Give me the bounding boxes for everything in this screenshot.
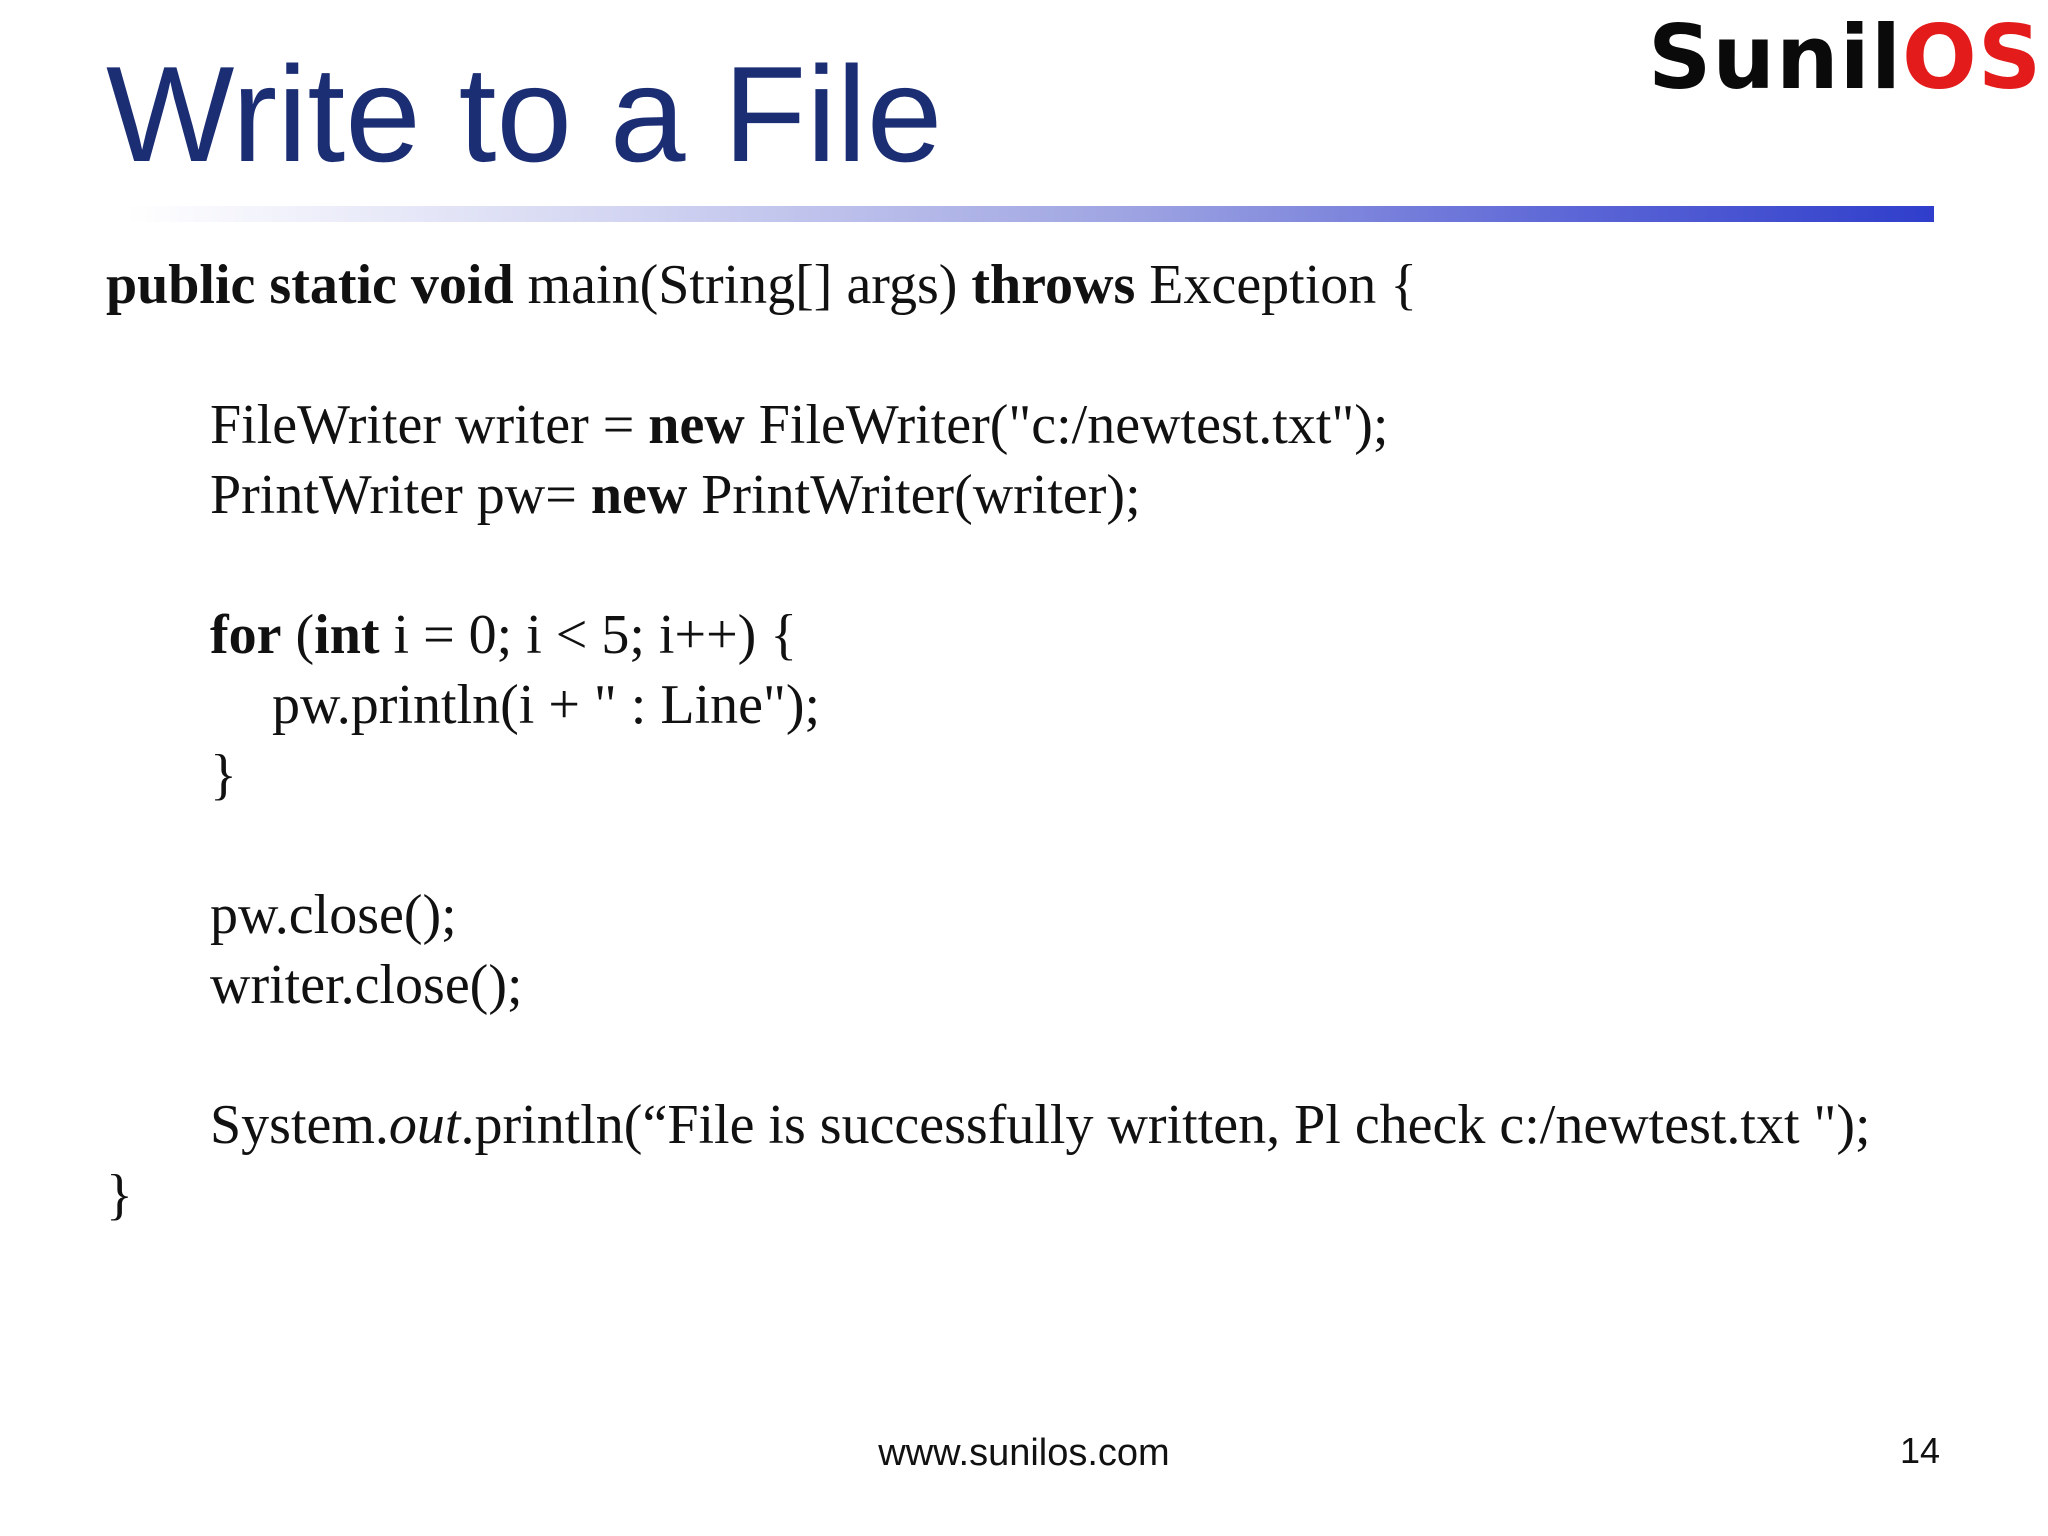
code-text: ( [281,604,315,666]
blank-line [106,1020,1871,1090]
code-line-2 [106,390,1871,460]
keyword: new [590,464,688,526]
code-line-6 [106,740,1871,810]
code-line-5 [106,670,1871,740]
code-text: Exception { [1135,254,1418,316]
code-text: FileWriter writer = [210,394,649,456]
code-line-9 [106,1090,1871,1160]
code-text: writer.close(); [210,954,523,1016]
page-number: 14 [1900,1430,1941,1471]
keyword: throws [971,254,1136,316]
blank-line [106,530,1871,600]
code-text: pw.close(); [210,884,457,946]
code-text: pw.println(i + " : Line"); [272,674,821,736]
code-text: .println(“File is successfully written, Pl check c:/newtest.txt "); [460,1094,1871,1156]
code-block [106,250,1871,1230]
code-line-3 [106,460,1871,530]
code-text: PrintWriter pw= [210,464,591,526]
code-line-10 [106,1160,1871,1230]
code-line-1 [106,250,1871,320]
code-text: PrintWriter(writer); [687,464,1141,526]
code-text: System. [210,1094,389,1156]
footer-url: www.sunilos.com [878,1432,1170,1474]
sunilos-logo [1648,6,2043,109]
code-line-7 [106,880,1871,950]
blank-line [106,810,1871,880]
code-text: FileWriter("c:/newtest.txt"); [744,394,1389,456]
slide-title: Write to a File [106,38,943,190]
keyword: int [314,604,380,666]
code-italic: out [388,1094,461,1156]
keyword: new [648,394,745,456]
blank-line [106,320,1871,390]
code-text: } [210,744,237,806]
keyword: for [210,604,282,666]
code-text: main(String[] args) [513,254,972,316]
code-text: } [106,1164,133,1226]
title-divider [126,206,1934,222]
keyword: public static void [106,254,514,316]
code-line-4 [106,600,1871,670]
logo-part-sunil: Sunil [1648,6,1903,109]
logo-part-os: OS [1902,6,2043,109]
code-line-8 [106,950,1871,1020]
code-text: i = 0; i < 5; i++) { [379,604,798,666]
